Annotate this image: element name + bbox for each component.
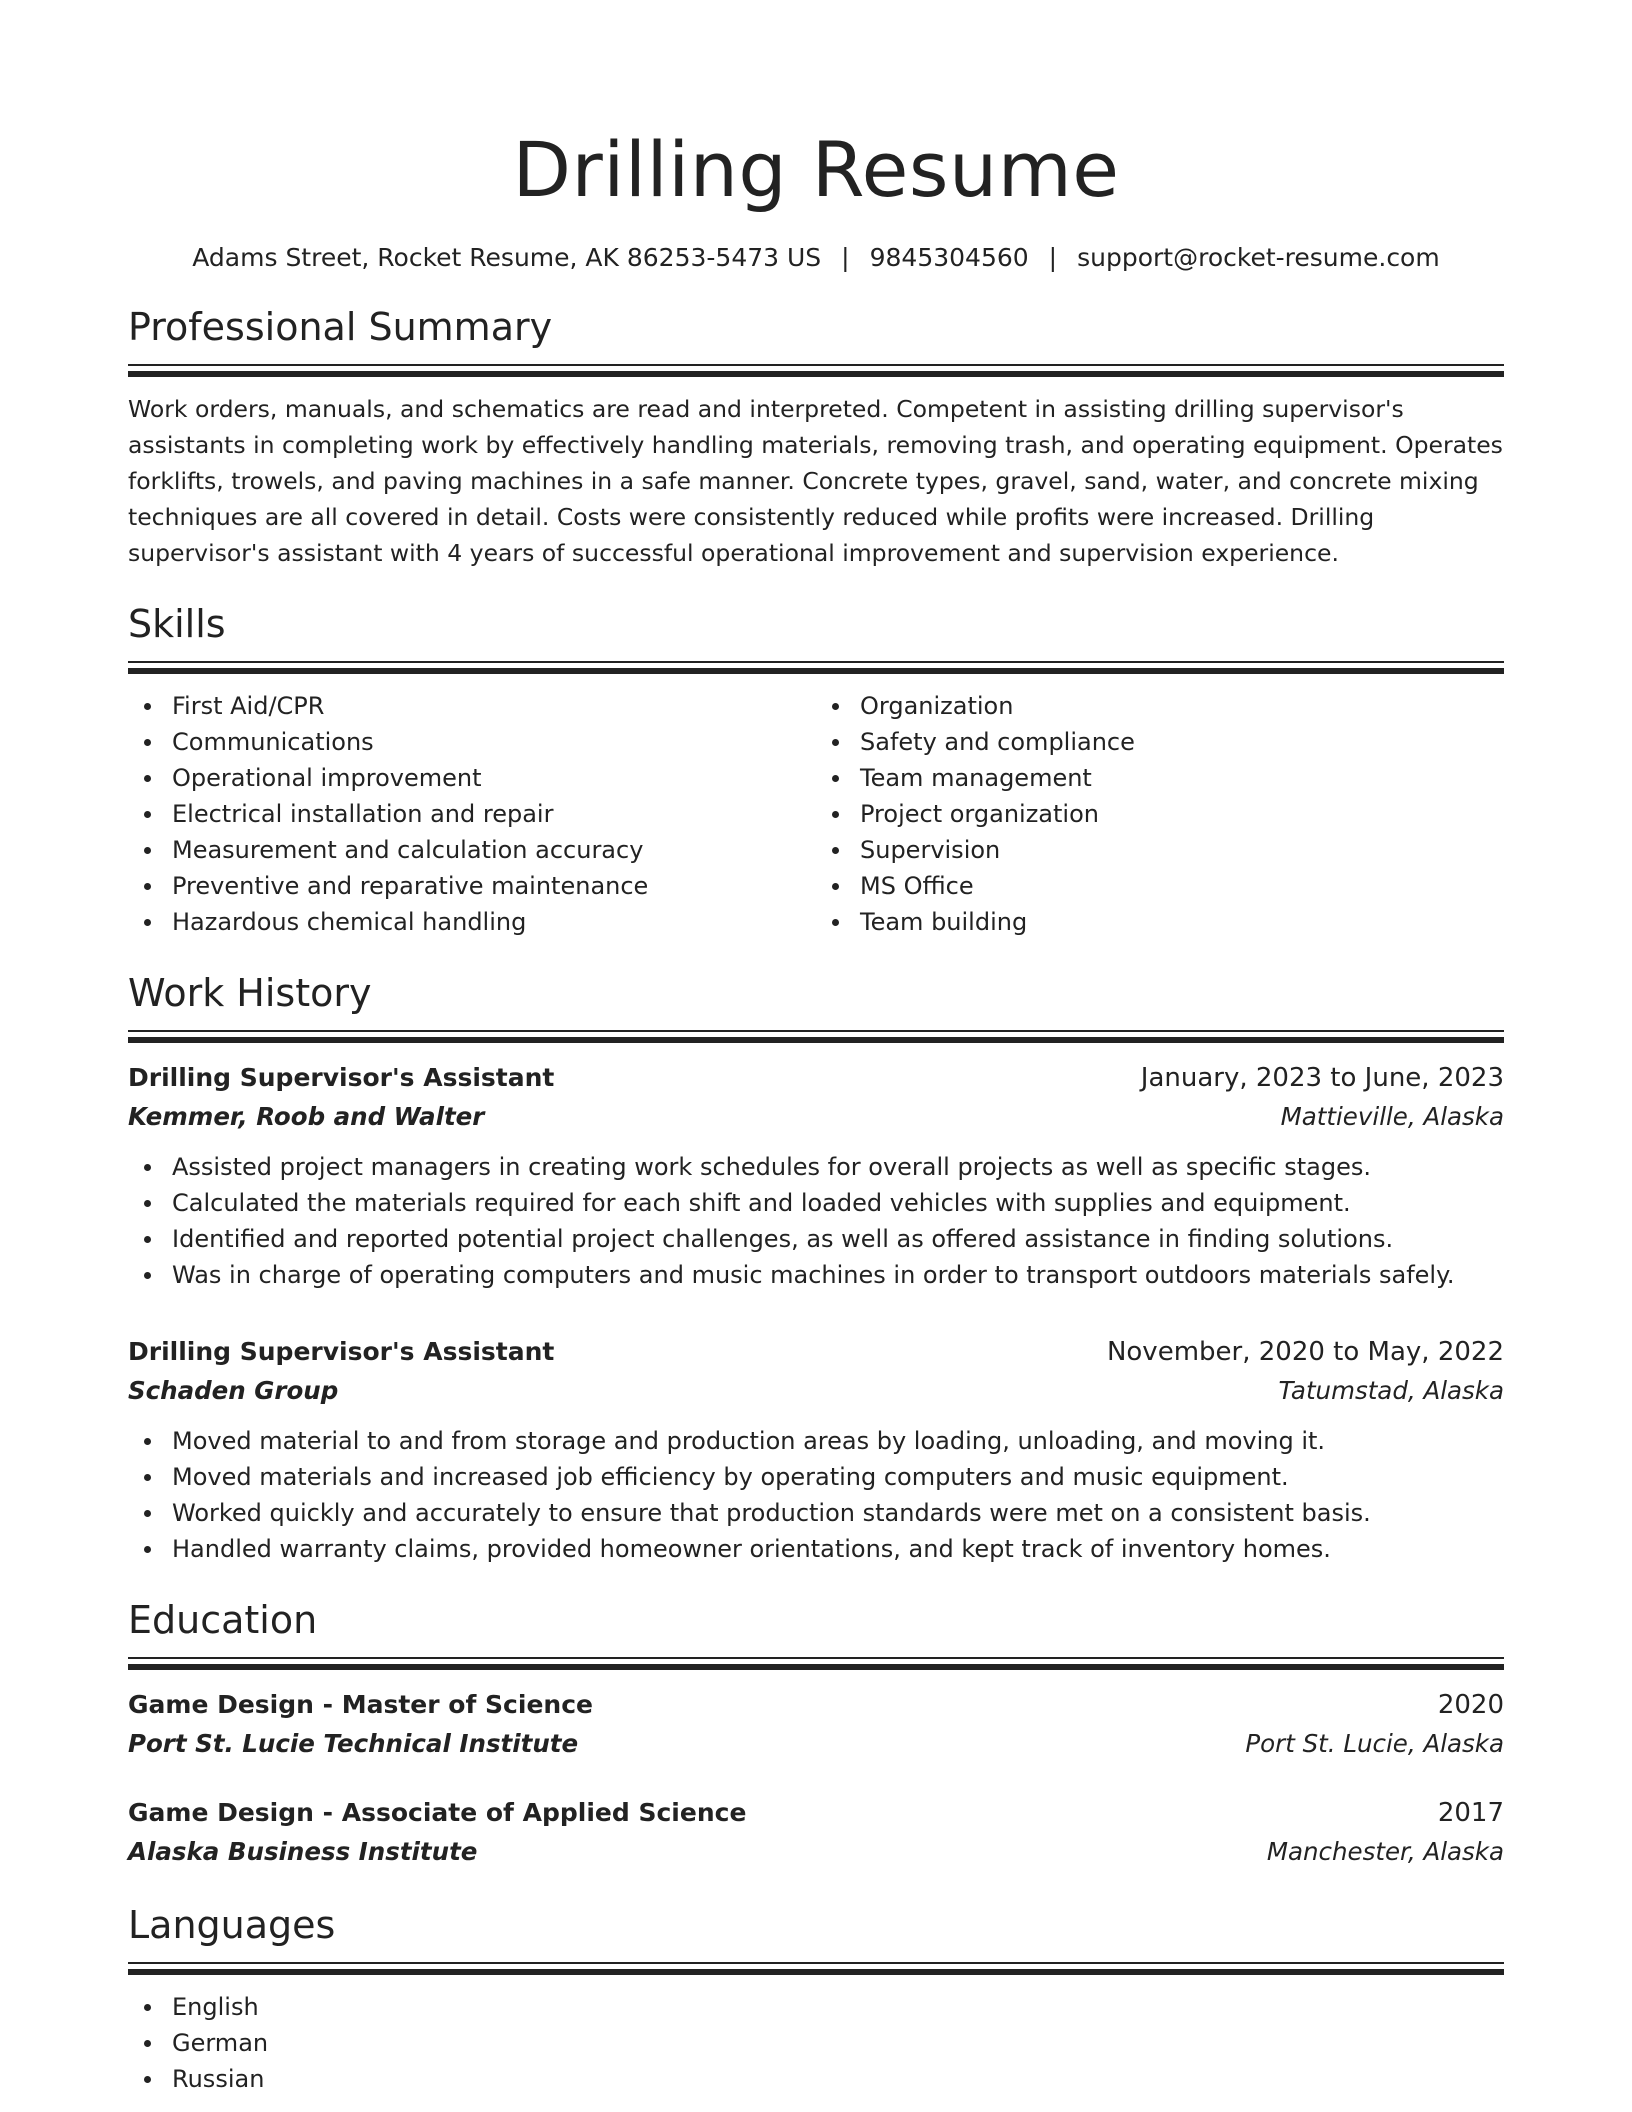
summary-section: [128, 302, 1504, 571]
job-bullet: Worked quickly and accurately to ensure that production standards were met on a consistent basis.: [172, 1495, 1504, 1531]
education-school: Port St. Lucie Technical Institute: [128, 1729, 579, 1758]
job-dates: November, 2020 to May, 2022: [1106, 1337, 1504, 1367]
contact-separator: |: [1048, 243, 1058, 272]
education-heading: Education: [128, 1598, 318, 1642]
skill-item: Team management: [860, 760, 1504, 796]
job-header: [128, 1059, 1504, 1097]
job-location: Mattieville, Alaska: [1280, 1102, 1504, 1131]
job-bullet: Moved materials and increased job efficiency by operating computers and music equipment.: [172, 1459, 1504, 1495]
section-divider: [128, 364, 1504, 377]
education-subheader: [128, 1832, 1504, 1872]
job-bullets: [128, 1423, 1504, 1567]
skill-item: First Aid/CPR: [172, 688, 816, 724]
summary-heading: Professional Summary: [128, 305, 553, 349]
job-bullet: Identified and reported potential project challenges, as well as offered assistance in finding solutions.: [172, 1221, 1504, 1257]
languages-heading: Languages: [128, 1903, 336, 1947]
education-year: 2020: [1437, 1690, 1504, 1720]
language-item: Russian: [172, 2061, 1504, 2097]
job-dates: January, 2023 to June, 2023: [1140, 1063, 1504, 1093]
education-location: Manchester, Alaska: [1266, 1837, 1504, 1866]
job-subheader: [128, 1097, 1504, 1137]
resume-title: Drilling Resume: [512, 125, 1120, 214]
job-bullet: Assisted project managers in creating work schedules for overall projects as well as specific stages.: [172, 1149, 1504, 1185]
skills-list-right: [816, 688, 1504, 940]
skill-item: Supervision: [860, 832, 1504, 868]
skills-list-left: [128, 688, 816, 940]
contact-phone: 9845304560: [869, 243, 1029, 272]
job-bullet: Calculated the materials required for each shift and loaded vehicles with supplies and equipment.: [172, 1185, 1504, 1221]
education-header: [128, 1794, 1504, 1832]
contact-address: Adams Street, Rocket Resume, AK 86253-5473 US: [192, 243, 822, 272]
section-divider: [128, 1030, 1504, 1043]
education-year: 2017: [1437, 1798, 1504, 1828]
contact-line: [128, 242, 1504, 274]
work-heading: Work History: [128, 971, 372, 1015]
skill-item: Preventive and reparative maintenance: [172, 868, 816, 904]
section-divider: [128, 1657, 1504, 1670]
contact-separator: |: [841, 243, 850, 272]
section-divider: [128, 661, 1504, 674]
education-subheader: [128, 1724, 1504, 1764]
job-company: Schaden Group: [128, 1376, 339, 1405]
languages-section: [128, 1900, 1504, 2097]
skill-item: Team building: [860, 904, 1504, 940]
job-subheader: [128, 1371, 1504, 1411]
job-bullets: [128, 1149, 1504, 1293]
skills-columns: [128, 688, 1504, 940]
language-item: English: [172, 1989, 1504, 2025]
language-item: German: [172, 2025, 1504, 2061]
job-bullet: Handled warranty claims, provided homeowner orientations, and kept track of inventory homes.: [172, 1531, 1504, 1567]
education-school: Alaska Business Institute: [128, 1837, 478, 1866]
job-bullet: Was in charge of operating computers and music machines in order to transport outdoors materials safely.: [172, 1257, 1504, 1293]
education-degree: Game Design - Master of Science: [128, 1690, 593, 1719]
job-title: Drilling Supervisor's Assistant: [128, 1063, 555, 1092]
job-company: Kemmer, Roob and Walter: [128, 1102, 485, 1131]
education-entry: [128, 1686, 1504, 1764]
job-title: Drilling Supervisor's Assistant: [128, 1337, 555, 1366]
languages-list: [128, 1989, 1504, 2097]
work-section: [128, 968, 1504, 1567]
education-location: Port St. Lucie, Alaska: [1245, 1729, 1504, 1758]
education-header: [128, 1686, 1504, 1724]
job-entry: [128, 1333, 1504, 1567]
education-degree: Game Design - Associate of Applied Science: [128, 1798, 747, 1827]
skills-section: [128, 599, 1504, 940]
job-bullet: Moved material to and from storage and production areas by loading, unloading, and moving it.: [172, 1423, 1504, 1459]
summary-text: Work orders, manuals, and schematics are read and interpreted. Competent in assisting drilling supervisor's assistants in completing work by effectively handling materials, removing trash, and operating equipment. Operates forklifts, trowels, and paving machines in a safe manner. Concrete types, gravel, sand, water, and concrete mixing techniques are all covered in detail. Costs were consistently reduced while profits were increased. Drilling supervisor's assistant with 4 years of successful operational improvement and supervision experience.: [128, 395, 1503, 567]
skill-item: Operational improvement: [172, 760, 816, 796]
section-divider: [128, 1962, 1504, 1975]
education-entry: [128, 1794, 1504, 1872]
contact-email: support@rocket-resume.com: [1077, 243, 1440, 272]
skill-item: Communications: [172, 724, 816, 760]
skill-item: Organization: [860, 688, 1504, 724]
skill-item: Project organization: [860, 796, 1504, 832]
skills-heading: Skills: [128, 602, 226, 646]
job-entry: [128, 1059, 1504, 1293]
skill-item: Safety and compliance: [860, 724, 1504, 760]
education-section: [128, 1595, 1504, 1872]
job-location: Tatumstad, Alaska: [1278, 1376, 1504, 1405]
skill-item: Electrical installation and repair: [172, 796, 816, 832]
skill-item: Hazardous chemical handling: [172, 904, 816, 940]
skill-item: Measurement and calculation accuracy: [172, 832, 816, 868]
job-header: [128, 1333, 1504, 1371]
skill-item: MS Office: [860, 868, 1504, 904]
